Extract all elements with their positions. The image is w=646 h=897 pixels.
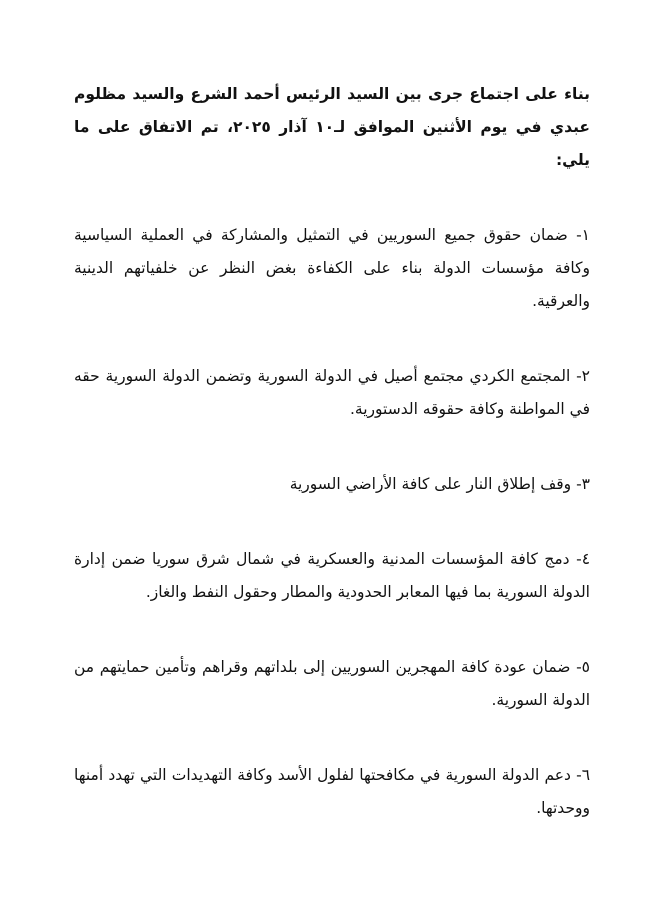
item-text: المجتمع الكردي مجتمع أصيل في الدولة السورية وتضمن الدولة السورية حقه في المواطنة وكافة حقوقه الدستورية. <box>74 367 590 418</box>
item-number: ٥- <box>576 658 590 676</box>
agreement-item-1 <box>74 219 590 318</box>
agreement-item-3 <box>74 468 590 501</box>
item-number: ٣- <box>576 475 590 493</box>
agreement-item-4 <box>74 543 590 609</box>
item-text: ضمان عودة كافة المهجرين السوريين إلى بلداتهم وقراهم وتأمين حمايتهم من الدولة السورية. <box>74 658 590 709</box>
agreement-item-2 <box>74 360 590 426</box>
item-text: وقف إطلاق النار على كافة الأراضي السورية <box>289 475 572 493</box>
agreement-item-5 <box>74 651 590 717</box>
item-number: ٤- <box>576 550 591 568</box>
agreement-item-6 <box>74 759 590 825</box>
item-text: دمج كافة المؤسسات المدنية والعسكرية في شمال شرق سوريا ضمن إدارة الدولة السورية بما فيها المعابر الحدودية والمطار وحقول النفط والغاز. <box>74 550 590 601</box>
intro-paragraph: بناء على اجتماع جرى بين السيد الرئيس أحمد الشرع والسيد مظلوم عبدي في يوم الأثنين الموافق لـ١٠ آذار ٢٠٢٥، تم الاتفاق على ما يلي: <box>74 85 591 169</box>
item-number: ١- <box>576 226 590 244</box>
agreement-text <box>74 78 590 867</box>
item-text: دعم الدولة السورية في مكافحتها لفلول الأسد وكافة التهديدات التي تهدد أمنها ووحدتها. <box>74 766 590 817</box>
item-number: ٢- <box>576 367 590 385</box>
item-number: ٦- <box>576 766 591 784</box>
item-text: ضمان حقوق جميع السوريين في التمثيل والمشاركة في العملية السياسية وكافة مؤسسات الدولة بناء على الكفاءة بغض النظر عن خلفياتهم الدينية والعرقية. <box>74 226 590 310</box>
